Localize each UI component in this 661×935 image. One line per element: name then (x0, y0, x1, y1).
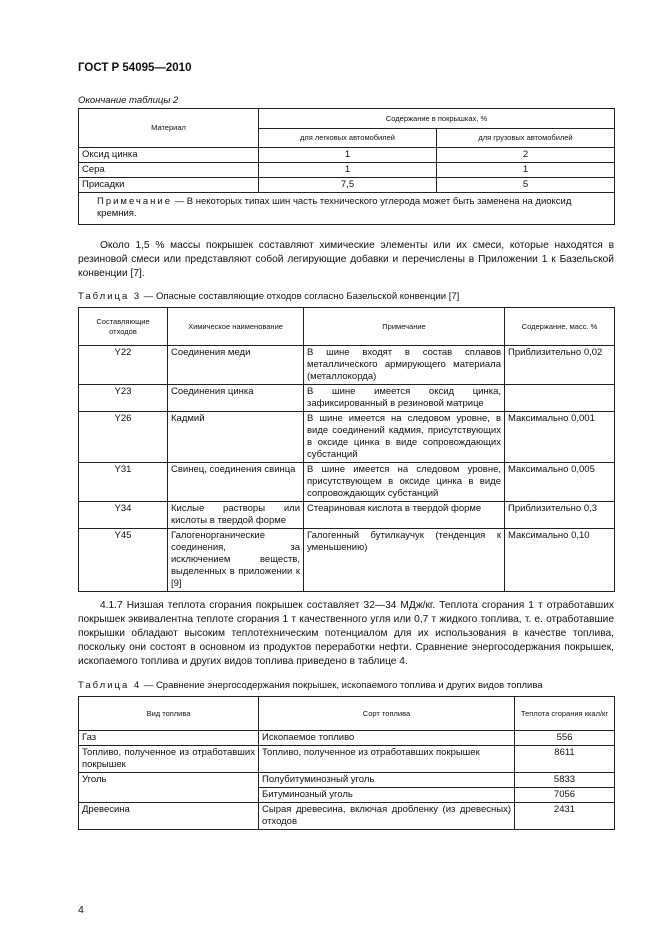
table3-cell-note: В шине имеется на следовом уровне, в виде соединений кадмия, присутствующих в оксиде цинка в виде сопровождающих субстанций (304, 412, 505, 463)
table2-note-text: — В некоторых типах шин часть технического углерода может быть заменена на диоксид кремния. (97, 196, 572, 219)
table2-cell-trucks: 2 (437, 148, 615, 163)
table3-cell-note: Галогенный бутилкаучук (тенденция к уменьшению) (304, 529, 505, 592)
table4-cell-heat: 2431 (515, 803, 615, 830)
table-row (79, 529, 615, 592)
table-row (79, 803, 615, 830)
table-row (79, 746, 615, 773)
table-row (79, 773, 615, 788)
table3-cell-code: Y23 (79, 385, 168, 412)
table3-cell-name: Соединения меди (168, 346, 304, 385)
table2-cell-trucks: 5 (437, 178, 615, 193)
table3 (78, 307, 615, 592)
table3-cell-note: Стеариновая кислота в твердой форме (304, 502, 505, 529)
table4-cell-heat: 556 (515, 731, 615, 746)
table-row (79, 346, 615, 385)
table2-cell-trucks: 1 (437, 163, 615, 178)
table4-cell-heat: 8611 (515, 746, 615, 773)
table2-cell-material: Оксид цинка (79, 148, 259, 163)
table4-cell-grade: Битуминозный уголь (259, 788, 515, 803)
table3-header-note: Примечание (304, 308, 505, 346)
table3-cell-content (505, 385, 615, 412)
table3-cell-note: В шине входят в состав сплавов металлического армирующего материала (металлокорда) (304, 346, 505, 385)
table2-cell-cars: 7,5 (259, 178, 437, 193)
table-row (79, 385, 615, 412)
table4-cell-grade: Ископаемое топливо (259, 731, 515, 746)
table4-caption (78, 680, 543, 691)
standard-header: ГОСТ Р 54095—2010 (78, 62, 192, 74)
table2-caption: Окончание таблицы 2 (78, 95, 179, 106)
table4-cell-grade: Полубитуминозный уголь (259, 773, 515, 788)
table4-cell-heat: 5833 (515, 773, 615, 788)
table3-caption (78, 291, 459, 302)
paragraph-basel: Около 1,5 % массы покрышек составляют химические элементы или их смеси, которые находятся в резиновой смеси или представляют собой легирующие добавки и перечислены в Приложении 1 к Базельской конвенции [7]. (78, 240, 614, 279)
table3-header-code: Составляющие отходов (79, 308, 168, 346)
table-row (79, 178, 615, 193)
table4-caption-label: Таблица 4 (78, 680, 142, 691)
page-number: 4 (78, 904, 84, 916)
table2-note-label: Примечание (97, 196, 172, 207)
table-row (79, 463, 615, 502)
table4-cell-heat: 7056 (515, 788, 615, 803)
table3-cell-note: В шине имеется оксид цинка, зафиксированный в резиновой матрице (304, 385, 505, 412)
table2-cell-cars: 1 (259, 163, 437, 178)
table-row (79, 163, 615, 178)
table3-cell-name: Кадмий (168, 412, 304, 463)
table3-header-name: Химическое наименование (168, 308, 304, 346)
table3-cell-name: Соединения цинка (168, 385, 304, 412)
table-row (79, 412, 615, 463)
table3-cell-code: Y26 (79, 412, 168, 463)
table3-cell-content: Приблизительно 0,02 (505, 346, 615, 385)
table2-cell-material: Присадки (79, 178, 259, 193)
table3-header-content: Содержание, масс. % (505, 308, 615, 346)
table3-cell-name: Свинец, соединения свинца (168, 463, 304, 502)
table4-caption-text: — Сравнение энергосодержания покрышек, ископаемого топлива и других видов топлива (141, 680, 543, 691)
table2-header-material: Материал (79, 109, 259, 148)
table3-cell-content: Максимально 0,001 (505, 412, 615, 463)
table2-cell-material: Сера (79, 163, 259, 178)
table-row (79, 731, 615, 746)
table3-cell-content: Приблизительно 0,3 (505, 502, 615, 529)
table3-cell-code: Y31 (79, 463, 168, 502)
table2-header-content: Содержание в покрышках, % (259, 109, 615, 129)
table3-cell-code: Y45 (79, 529, 168, 592)
table4-cell-type: Топливо, полученное из отработавших покрышек (79, 746, 259, 773)
table3-cell-code: Y22 (79, 346, 168, 385)
table4 (78, 696, 615, 830)
table3-cell-note: В шине имеется на следовом уровне, присутствующем в оксиде цинка в виде сопровождающих субстанций (304, 463, 505, 502)
table-row (79, 502, 615, 529)
table2-header-cars: для легковых автомобилей (259, 129, 437, 148)
table4-cell-type: Уголь (79, 773, 259, 803)
table4-header-grade: Сорт топлива (259, 697, 515, 731)
table3-cell-name: Кислые растворы или кислоты в твердой форме (168, 502, 304, 529)
table4-header-heat: Теплота сгорания ккал/кг (515, 697, 615, 731)
table3-cell-content: Максимально 0,005 (505, 463, 615, 502)
table3-caption-text: — Опасные составляющие отходов согласно Базельской конвенции [7] (141, 291, 460, 302)
table-row (79, 148, 615, 163)
table3-cell-content: Максимально 0,10 (505, 529, 615, 592)
table2-note (79, 193, 615, 225)
table4-cell-grade: Сырая древесина, включая дробленку (из древесных) отходов (259, 803, 515, 830)
table3-cell-code: Y34 (79, 502, 168, 529)
table2 (78, 108, 615, 225)
table4-cell-grade: Топливо, полученное из отработавших покрышек (259, 746, 515, 773)
table4-cell-type: Газ (79, 731, 259, 746)
table3-caption-label: Таблица 3 (78, 291, 142, 302)
table4-header-type: Вид топлива (79, 697, 259, 731)
table4-cell-type: Древесина (79, 803, 259, 830)
table2-header-trucks: для грузовых автомобилей (437, 129, 615, 148)
table3-cell-name: Галогенорганические соединения, за исключением веществ, выделенных в приложении к [9] (168, 529, 304, 592)
table2-cell-cars: 1 (259, 148, 437, 163)
paragraph-heat: 4.1.7 Низшая теплота сгорания покрышек составляет 32—34 МДж/кг. Теплота сгорания 1 т отработавших покрышек эквивалентна теплоте сгорания 1 т качественного угля или 0,7 т жидкого топлива, т. е. отработавшие покрышки обладают высоким теплотехническим потенциалом для их использования в качестве топлива, поскольку они состоят в основном из продуктов переработки нефти. Сравнение энергосодержания покрышек, ископаемого топлива и других видов топлива приведено в таблице 4. (78, 600, 614, 667)
